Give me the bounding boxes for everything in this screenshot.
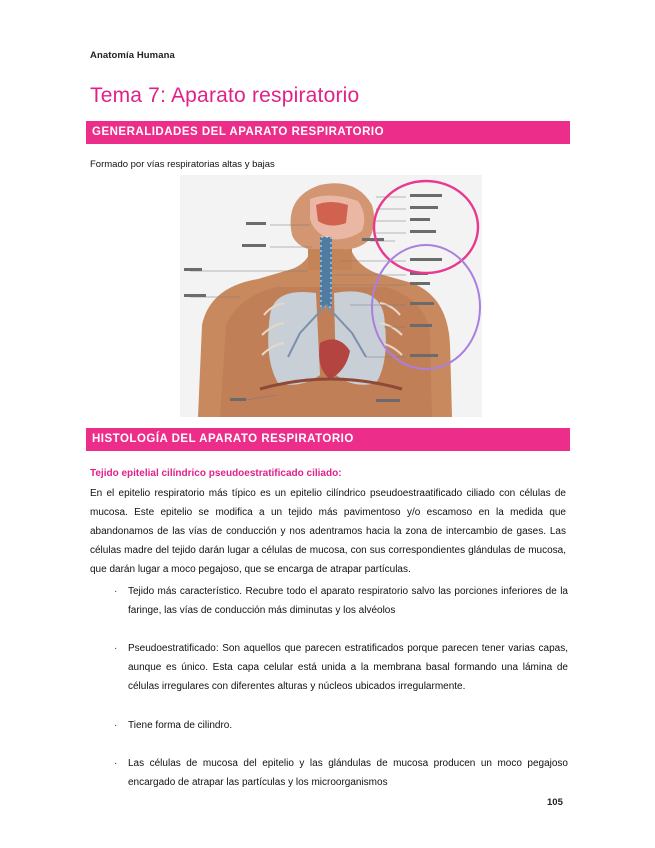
bullet-marker: · — [114, 758, 118, 769]
list-item — [108, 639, 568, 696]
page-title: Tema 7: Aparato respiratorio — [90, 84, 360, 107]
bullet-list — [108, 582, 568, 792]
bullet-marker: · — [114, 643, 118, 654]
list-item-text: Tejido más característico. Recubre todo el aparato respiratorio salvo las porciones inferiores de la faringe, las vías de conducción más diminutas y los alvéolos — [128, 586, 568, 616]
respiratory-system-illustration — [180, 175, 482, 417]
list-item-text: Tiene forma de cilindro. — [128, 720, 233, 731]
body-paragraph: En el epitelio respiratorio más típico es un epitelio cilíndrico pseudoestraatificado ciliado con células de mucosa. Este epitelio se modifica a un tejido más pavimentoso y/o escamoso en la medida que abandonamos de las vías de conducción y nos adentramos hacia la zona de intercambio de gases. Las células madre del tejido darán lugar a células de mucosa, con sus correspondientes glándulas de mucosa, que darán lugar a moco pegajoso, que se encarga de atrapar partículas. — [90, 488, 566, 575]
bullet-marker: · — [114, 586, 118, 597]
page-number: 105 — [547, 797, 563, 808]
list-item — [108, 582, 568, 620]
section-heading-generalidades: GENERALIDADES DEL APARATO RESPIRATORIO — [86, 121, 570, 144]
section-heading-histologia: HISTOLOGÍA DEL APARATO RESPIRATORIO — [86, 428, 570, 451]
subheading-epitelio: Tejido epitelial cilíndrico pseudoestratificado ciliado: — [90, 468, 342, 479]
list-item — [108, 716, 568, 735]
bullet-marker: · — [114, 720, 118, 731]
list-item — [108, 754, 568, 792]
list-item-text: Las células de mucosa del epitelio y las glándulas de mucosa producen un moco pegajoso encargado de atrapar las partículas y los microorganismos — [128, 758, 568, 788]
course-header: Anatomía Humana — [90, 50, 175, 61]
intro-text: Formado por vías respiratorias altas y bajas — [90, 159, 275, 170]
list-item-text: Pseudoestratificado: Son aquellos que parecen estratificados porque parecen tener varias capas, aunque es único. Esta capa celular está unida a la membrana basal formando una lámina de células irregulares con diferentes alturas y núcleos ubicados irregularmente. — [128, 643, 568, 692]
